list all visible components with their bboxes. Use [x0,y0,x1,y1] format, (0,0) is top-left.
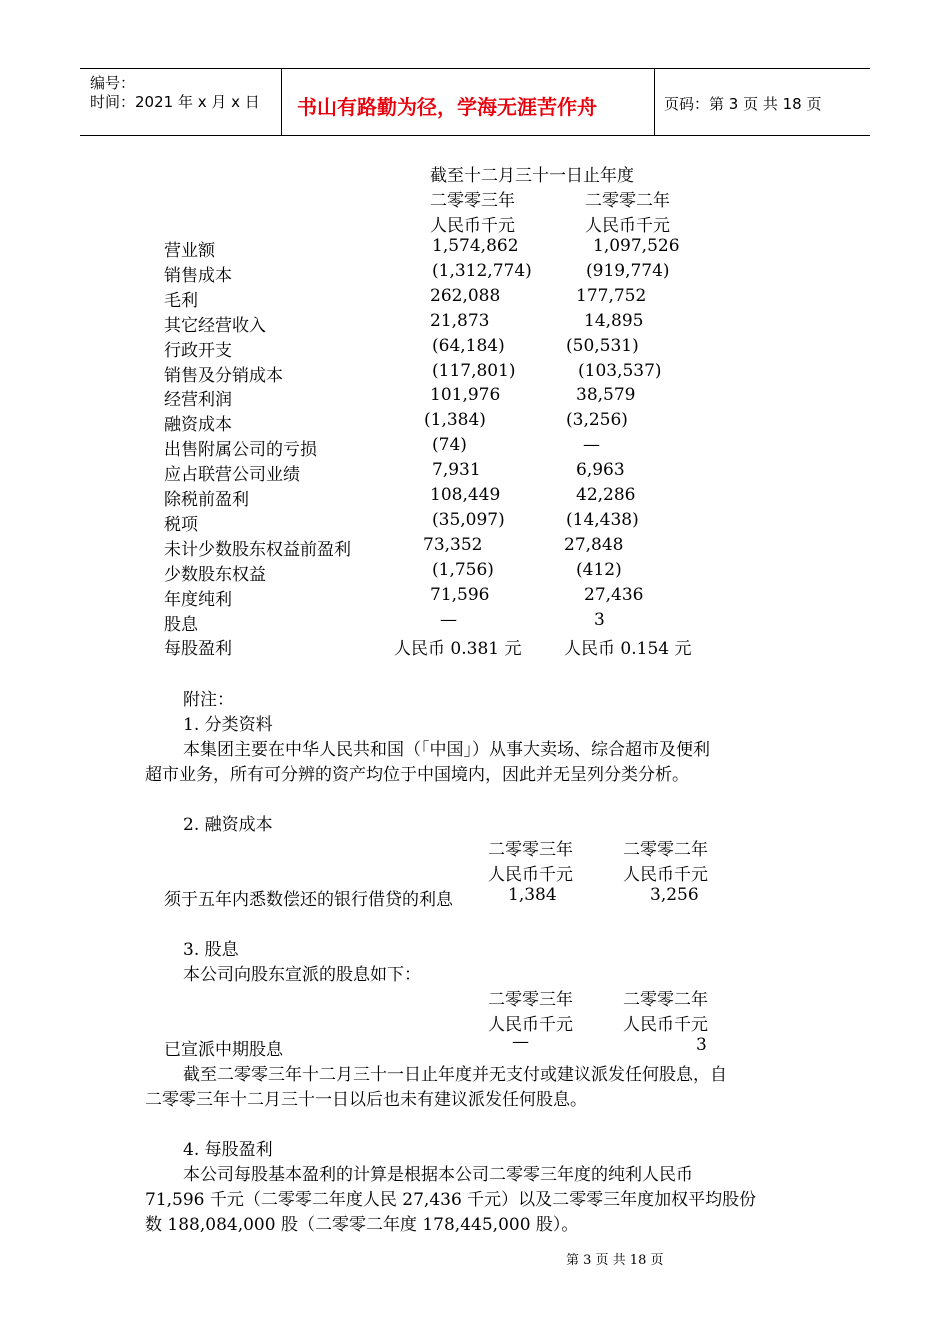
income-row-value-2003: 108,449 [430,485,501,505]
income-row-value-2003: (64,184) [432,335,505,356]
note-2-col-2003: 二零零三年 [488,840,573,860]
note-2-row-2003: 1,384 [508,885,557,905]
income-row-value-2002: (412) [576,559,622,580]
income-row-value-2003: 101,976 [430,385,501,406]
income-row-value-2002: 1,097,526 [593,236,680,256]
income-row-value-2003: (1,384) [424,410,486,431]
note-2-row-2002: 3,256 [650,885,699,905]
income-row-value-2002: 27,848 [564,534,624,555]
income-row-label: 营业额 [164,241,215,261]
note-3-heading: 3. 股息 [183,940,239,960]
unit-2002: 人民币千元 [585,216,670,236]
column-header-2002: 二零零二年 [585,191,670,211]
header-page-label: 页码：第 3 页 共 18 页 [664,95,822,113]
income-row-label: 未计少数股东权益前盈利 [164,539,351,560]
income-row-label: 年度纯利 [164,589,232,610]
notes-title: 附注： [183,690,234,710]
income-row-value-2003: (117,801) [432,360,516,381]
income-row-value-2003: (35,097) [432,509,505,530]
income-row-value-2003: 73,352 [423,534,483,555]
income-row-value-2002: 3 [594,609,605,630]
note-3-intro: 本公司向股东宣派的股息如下： [183,965,421,985]
income-row-value-2002: (103,537) [578,360,662,381]
income-row-value-2003: 7,931 [432,460,481,481]
note-4-heading: 4. 每股盈利 [183,1140,273,1160]
income-row-label: 融资成本 [164,415,232,436]
income-row-value-2002: 6,963 [576,460,625,481]
income-row-label: 应占联营公司业绩 [164,465,300,486]
income-row-value-2002: (14,438) [566,509,639,530]
income-row-value-2003: 262,088 [430,285,501,306]
income-row-label: 出售附属公司的亏损 [164,440,317,461]
note-2-col-2002: 二零零二年 [623,840,708,860]
income-row-label: 每股盈利 [164,639,232,660]
income-row-value-2003: (1,756) [432,559,494,580]
income-row-label: 少数股东权益 [164,564,266,585]
income-row-value-2002: 177,752 [576,285,647,306]
header-motto: 书山有路勤为径，学海无涯苦作舟 [297,95,597,119]
income-row-value-2002: — [583,435,600,456]
income-row-value-2002: 14,895 [584,310,644,331]
note-3-row-label: 已宣派中期股息 [164,1040,283,1060]
note-3-unit-2002: 人民币千元 [623,1015,708,1035]
note-1-heading: 1. 分类资料 [183,715,273,735]
income-row-value-2002: (3,256) [566,410,628,431]
income-row-label: 经营利润 [164,390,232,411]
doc-time-label: 时间：2021 年 x 月 x 日 [90,93,260,111]
income-row-value-2003: 人民币 0.381 元 [394,639,522,660]
note-4-text-line-1: 本公司每股基本盈利的计算是根据本公司二零零三年度的纯利人民币 [183,1165,693,1185]
unit-2003: 人民币千元 [430,216,515,236]
income-row-value-2003: (1,312,774) [432,260,532,281]
note-2-heading: 2. 融资成本 [183,815,273,835]
note-3-unit-2003: 人民币千元 [488,1015,573,1035]
income-row-value-2002: (50,531) [566,335,639,356]
note-1-text-line-2: 超市业务，所有可分辨的资产均位于中国境内，因此并无呈列分类分析。 [145,765,689,785]
note-4-text-line-2: 71,596 千元（二零零二年度人民 27,436 千元）以及二零零三年度加权平均股份 [145,1190,757,1210]
income-row-value-2002: 27,436 [584,584,644,605]
income-row-label: 其它经营收入 [164,315,266,336]
income-row-label: 行政开支 [164,340,232,361]
footer-page-number: 第 3 页 共 18 页 [566,1253,664,1268]
period-heading: 截至十二月三十一日止年度 [430,166,634,186]
note-2-row-label: 须于五年内悉数偿还的银行借贷的利息 [164,890,453,910]
income-row-value-2003: 21,873 [430,310,490,331]
doc-number-label: 编号： [90,74,136,92]
income-row-value-2002: (919,774) [586,260,670,281]
note-2-unit-2002: 人民币千元 [623,865,708,885]
income-row-label: 除税前盈利 [164,490,249,510]
note-3-col-2003: 二零零三年 [488,990,573,1010]
income-row-label: 销售成本 [164,265,232,286]
note-3-row-2003: — [512,1032,529,1052]
income-row-value-2002: 38,579 [576,385,636,406]
income-row-value-2003: (74) [432,435,467,456]
income-row-value-2003: 71,596 [430,584,490,605]
note-3-col-2002: 二零零二年 [623,990,708,1010]
note-4-text-line-3: 数 188,084,000 股（二零零二年度 178,445,000 股）。 [145,1215,579,1235]
income-row-label: 股息 [164,614,198,635]
column-header-2003: 二零零三年 [430,191,515,211]
income-row-label: 税项 [164,514,198,535]
income-row-value-2002: 人民币 0.154 元 [564,639,692,660]
income-row-value-2003: 1,574,862 [432,236,519,256]
note-3-row-2002: 3 [696,1035,707,1055]
income-row-label: 销售及分销成本 [164,365,283,386]
note-3-text-line-2: 二零零三年十二月三十一日以后也未有建议派发任何股息。 [145,1090,587,1110]
note-1-text-line-1: 本集团主要在中华人民共和国（「中国」）从事大卖场、综合超市及便利 [183,740,710,760]
income-row-value-2003: — [440,609,457,630]
income-row-label: 毛利 [164,290,198,311]
income-row-value-2002: 42,286 [576,485,636,505]
note-2-unit-2003: 人民币千元 [488,865,573,885]
note-3-text-line-1: 截至二零零三年十二月三十一日止年度并无支付或建议派发任何股息，自 [183,1065,727,1085]
